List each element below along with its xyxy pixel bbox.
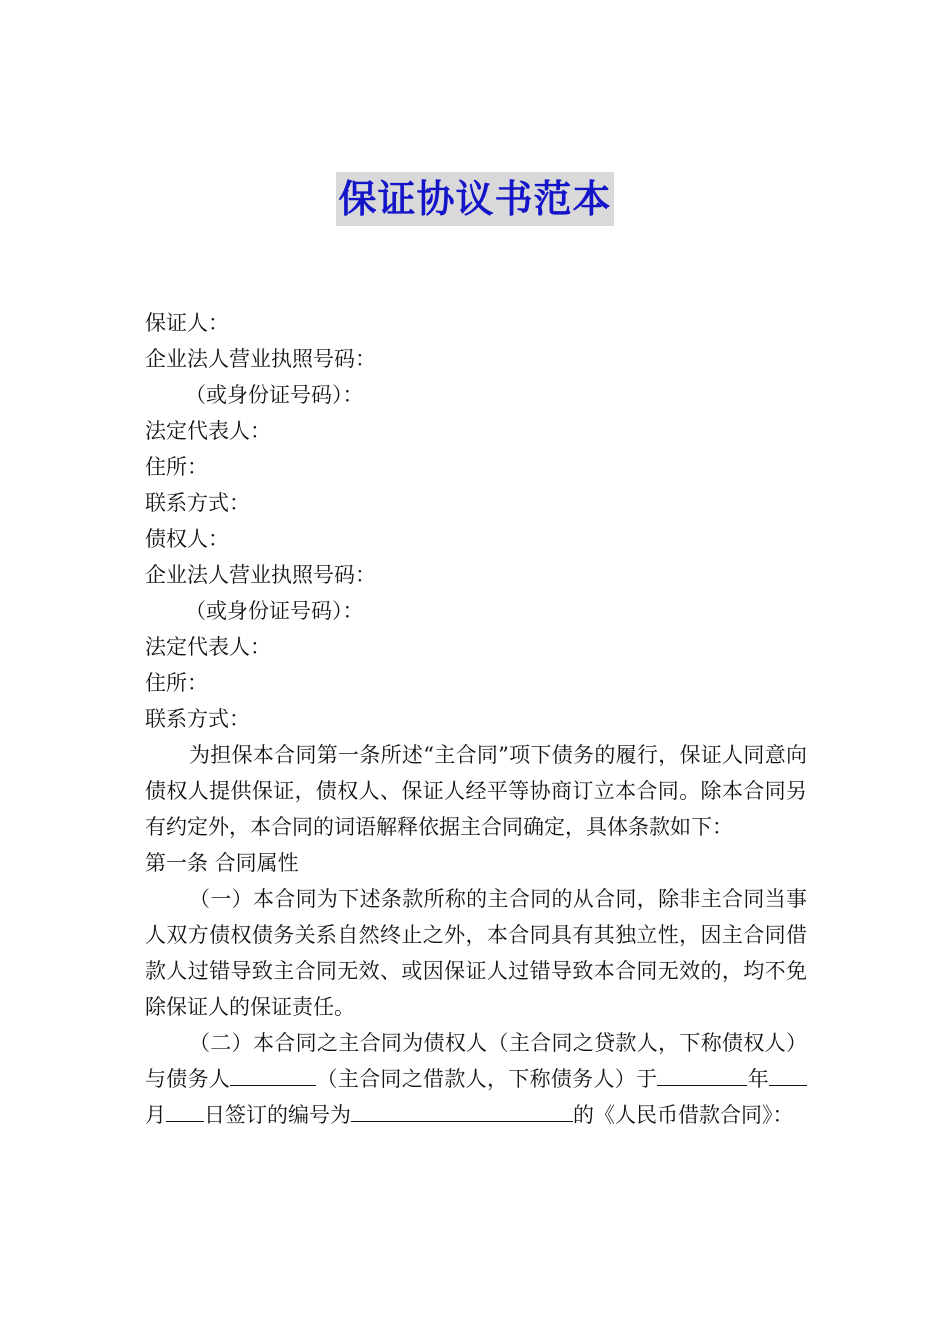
clause-2-text-3: 年: [747, 1067, 770, 1091]
creditor-contact-field: 联系方式：: [145, 707, 250, 731]
month-blank: [769, 1061, 807, 1086]
creditor-name-field: 债权人：: [145, 527, 229, 551]
creditor-id-field: （或身份证号码）：: [185, 599, 364, 623]
guarantor-name-field: 保证人：: [145, 311, 229, 335]
clause-1-paragraph: （一）本合同为下述条款所称的主合同的从合同，除非主合同当事人双方债权债务关系自然终止之外，本合同具有其独立性，因主合同借款人过错导致主合同无效、或因保证人过错导致本合同无效的，均不免除保证人的保证责任。: [145, 887, 807, 1019]
clause-2-text-6: 的《人民币借款合同》：: [573, 1103, 794, 1127]
clause-2-text-4: 月: [145, 1103, 166, 1127]
clause-2-text-2: （主合同之借款人，下称债务人）于: [316, 1067, 658, 1091]
clause-2-paragraph: [145, 1025, 807, 1133]
preamble-paragraph: 为担保本合同第一条所述“主合同”项下债务的履行，保证人同意向债权人提供保证，债权人、保证人经平等协商订立本合同。除本合同另有约定外，本合同的词语解释依据主合同确定，具体条款如下：: [145, 743, 807, 839]
title-container: [0, 172, 950, 226]
article-1-heading: 第一条 合同属性: [145, 851, 299, 875]
date-blank: [657, 1061, 735, 1086]
guarantor-contact-field: 联系方式：: [145, 491, 250, 515]
creditor-address-field: 住所：: [145, 671, 208, 695]
guarantor-representative-field: 法定代表人：: [145, 419, 271, 443]
document-body: [145, 305, 807, 1133]
creditor-representative-field: 法定代表人：: [145, 635, 271, 659]
day-blank: [166, 1097, 204, 1122]
creditor-license-field: 企业法人营业执照号码：: [145, 563, 376, 587]
debtor-blank: [230, 1061, 316, 1086]
clause-2-text-1: （二）本合同之主合同为债权人（主合同之贷款人，下称债权人）与债务人: [145, 1031, 807, 1091]
year-blank: [735, 1061, 747, 1086]
guarantor-address-field: 住所：: [145, 455, 208, 479]
contract-number-blank: [351, 1097, 573, 1122]
guarantor-license-field: 企业法人营业执照号码：: [145, 347, 376, 371]
guarantor-id-field: （或身份证号码）：: [185, 383, 364, 407]
clause-2-text-5: 日签订的编号为: [204, 1103, 351, 1127]
document-title: 保证协议书范本: [336, 172, 613, 226]
